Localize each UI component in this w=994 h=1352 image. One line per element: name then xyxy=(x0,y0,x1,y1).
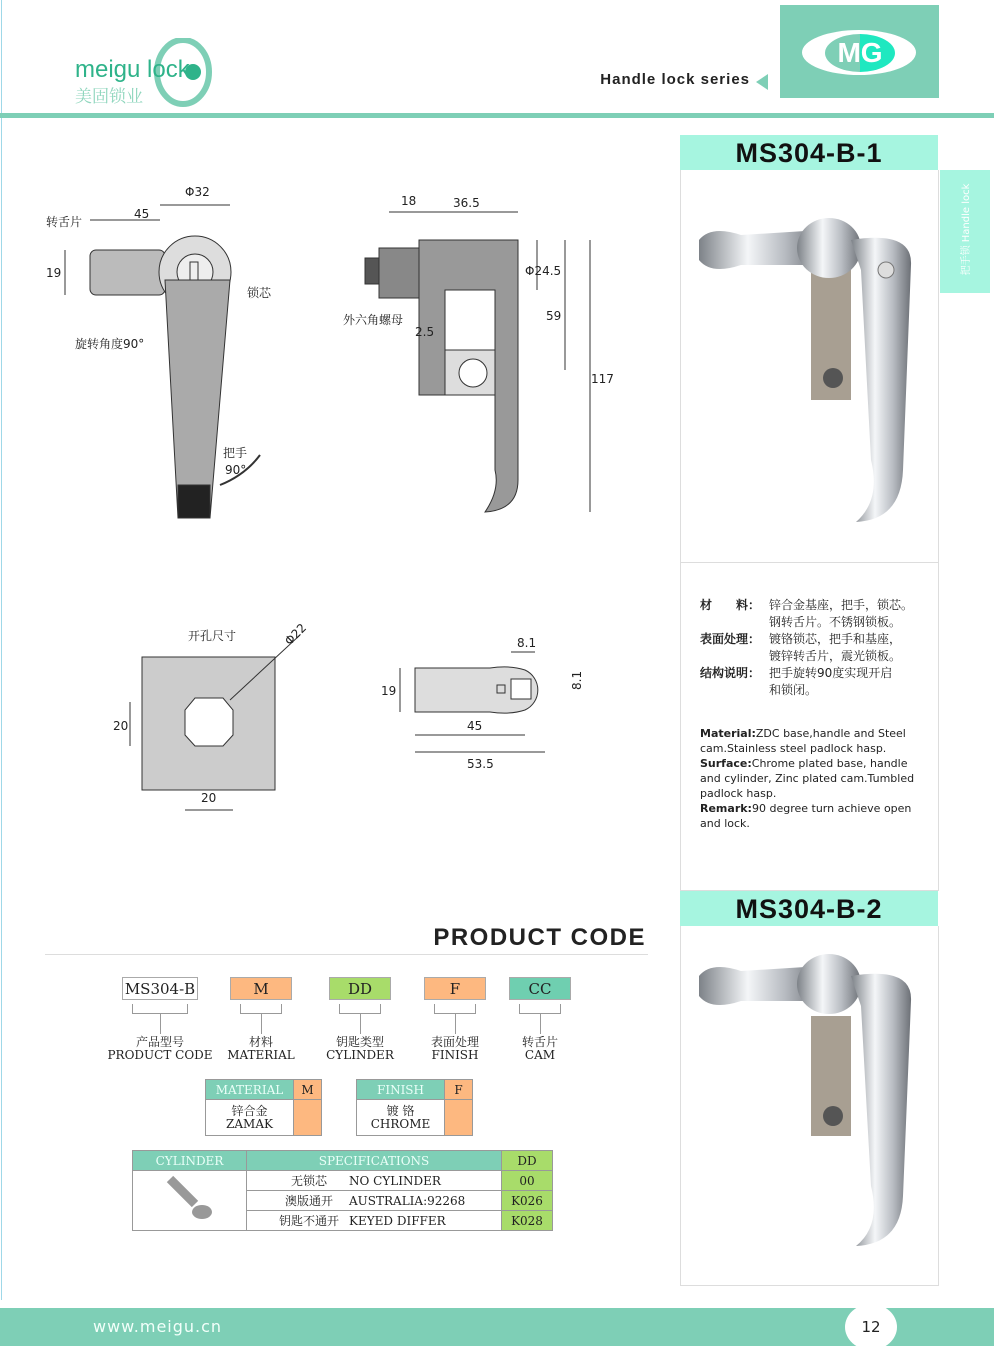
product-image-2 xyxy=(680,926,939,1286)
svg-text:19: 19 xyxy=(381,684,397,698)
bracket-stem xyxy=(261,1014,262,1034)
product-image-1 xyxy=(680,170,939,563)
svg-text:117: 117 xyxy=(591,372,614,386)
code-box: CC xyxy=(509,977,571,1000)
side-tab-en: Handle lock xyxy=(961,183,972,243)
logo-text: meigu lock xyxy=(75,56,190,83)
bracket xyxy=(240,1004,282,1014)
drawing-side-view xyxy=(335,190,625,520)
code-label: 产品型号 PRODUCT CODE xyxy=(107,1035,213,1062)
code-box: DD xyxy=(329,977,391,1000)
bracket xyxy=(339,1004,381,1014)
drawing-cutout xyxy=(105,620,315,820)
table-row: 无锁芯 NO CYLINDER xyxy=(247,1171,502,1191)
spec-en: Material:ZDC base,handle and Steel cam.Stainless steel padlock hasp. Surface:Chrome plated base, handle and cylinder, Zinc plated cam.Tumbled padlock hasp. Remark:90 degree turn achieve open and lock. xyxy=(700,727,915,830)
svg-text:19: 19 xyxy=(46,266,62,280)
cylinder-image xyxy=(133,1171,247,1231)
finish-table: FINISH F 镀 铬 CHROME xyxy=(356,1079,473,1136)
svg-text:Φ24.5: Φ24.5 xyxy=(525,264,562,278)
drawing-front-view xyxy=(30,180,290,525)
code-label: 转舌片 CAM xyxy=(521,1035,558,1062)
svg-text:45: 45 xyxy=(467,719,483,733)
svg-text:转舌片: 转舌片 xyxy=(46,215,83,229)
bracket xyxy=(132,1004,188,1014)
svg-text:锁芯: 锁芯 xyxy=(247,286,272,300)
svg-text:开孔尺寸: 开孔尺寸 xyxy=(188,629,237,643)
side-tab[interactable] xyxy=(940,170,990,293)
footer-band xyxy=(0,1308,994,1346)
svg-text:2.5: 2.5 xyxy=(415,325,435,339)
svg-text:18: 18 xyxy=(401,194,417,208)
spec-cn-remark: 结构说明： 把手旋转90度实现开启 和锁闭。 xyxy=(700,666,893,697)
code-label: 钥匙类型 CYLINDER xyxy=(326,1035,394,1062)
bracket-stem xyxy=(160,1014,161,1034)
code-label: 材料 MATERIAL xyxy=(227,1035,295,1062)
series-title: Handle lock series xyxy=(600,71,750,88)
handle-lock-photo xyxy=(681,170,938,560)
side-tab-cn: 把手锁 xyxy=(961,245,972,276)
drawing-cam xyxy=(375,630,590,775)
table-row: 澳版通开 AUSTRALIA:92268 xyxy=(247,1191,502,1211)
spec-cn-material: 材 料： 锌合金基座，把手，锁芯。 钢转舌片。不锈钢锁板。 xyxy=(700,598,914,629)
product-code-title: PRODUCT CODE xyxy=(433,924,646,951)
svg-text:20: 20 xyxy=(201,791,217,805)
brand-badge xyxy=(780,5,939,98)
code-box: MS304-B xyxy=(122,977,198,1000)
margin-line xyxy=(1,0,2,1300)
svg-text:Φ32: Φ32 xyxy=(185,185,210,199)
bracket xyxy=(519,1004,561,1014)
header-rule xyxy=(0,113,994,118)
svg-text:36.5: 36.5 xyxy=(453,196,480,210)
table-row: 钥匙不通开 KEYED DIFFER xyxy=(247,1211,502,1231)
svg-text:8.1: 8.1 xyxy=(517,636,537,650)
arrow-icon xyxy=(756,74,768,90)
bracket-stem xyxy=(455,1014,456,1034)
code-box: F xyxy=(424,977,486,1000)
product-title-2: MS304-B-2 xyxy=(680,891,938,926)
bracket-stem xyxy=(540,1014,541,1034)
svg-text:45: 45 xyxy=(134,207,150,221)
logo-cn: 美固锁业 xyxy=(75,87,143,107)
product-title-1: MS304-B-1 xyxy=(680,135,938,170)
page-number: 12 xyxy=(845,1304,897,1350)
material-table: MATERIAL M 锌合金 ZAMAK xyxy=(205,1079,322,1136)
svg-text:20: 20 xyxy=(113,719,129,733)
svg-text:53.5: 53.5 xyxy=(467,757,494,771)
svg-text:Φ22: Φ22 xyxy=(281,620,310,649)
footer-url[interactable]: www.meigu.cn xyxy=(93,1317,223,1336)
divider xyxy=(45,954,648,955)
svg-text:把手: 把手 xyxy=(223,446,248,460)
svg-text:旋转角度90°: 旋转角度90° xyxy=(75,337,145,351)
spec-cn-surface: 表面处理： 镀铬锁芯，把手和基座， 镀锌转舌片，震光锁板。 xyxy=(700,632,902,663)
code-label: 表面处理 FINISH xyxy=(430,1035,479,1062)
svg-text:8.1: 8.1 xyxy=(570,670,584,690)
bracket-stem xyxy=(360,1014,361,1034)
cylinder-table: CYLINDER SPECIFICATIONS DD 无锁芯 NO CYLINDER 00 澳版通开 AUSTRALIA:92268 K026 钥匙不通开 KEYED DIFFER K028 xyxy=(132,1150,553,1231)
logo xyxy=(75,38,255,110)
svg-text:59: 59 xyxy=(546,309,562,323)
svg-text:90°: 90° xyxy=(225,463,247,477)
code-box: M xyxy=(230,977,292,1000)
bracket xyxy=(434,1004,476,1014)
handle-lock-photo-2 xyxy=(681,926,938,1284)
svg-text:外六角螺母: 外六角螺母 xyxy=(343,313,404,327)
badge-text: MG xyxy=(825,34,895,72)
